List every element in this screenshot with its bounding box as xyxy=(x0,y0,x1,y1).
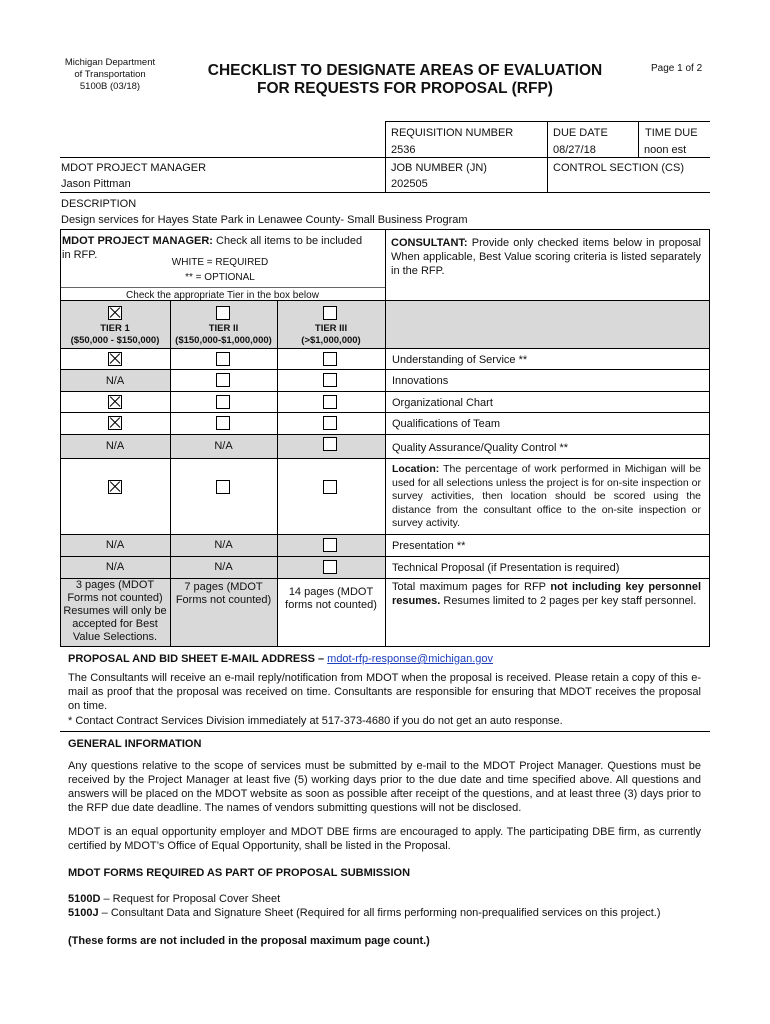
manager-value: Jason Pittman xyxy=(61,178,131,190)
item-location: Location: The percentage of work performed in Michigan will be used for all selections unless the project is for on-site inspection or survey activities, then location should be scored using the distance from the consultant office to the on-site inspection or survey activity. xyxy=(392,463,701,529)
org-chart-tier2-checkbox[interactable] xyxy=(216,395,230,409)
innovations-tier3-checkbox[interactable] xyxy=(323,373,337,387)
consultant-instructions: CONSULTANT: Provide only checked items below in proposal When applicable, Best Value scoring criteria is listed separately in the RFP. xyxy=(391,237,701,277)
page-title: CHECKLIST TO DESIGNATE AREAS OF EVALUATION FOR REQUESTS FOR PROPOSAL (RFP) xyxy=(207,62,603,97)
due-date-value: 08/27/18 xyxy=(553,144,596,156)
item-org-chart: Organizational Chart xyxy=(392,397,493,409)
description-value: Design services for Hayes State Park in Lenawee County- Small Business Program xyxy=(61,214,468,226)
manager-label: MDOT PROJECT MANAGER xyxy=(61,162,207,174)
tier1-page-limit: 3 pages (MDOT Forms not counted) Resumes will only be accepted for Best Value Selections. xyxy=(63,579,167,643)
general-heading: GENERAL INFORMATION xyxy=(68,738,202,750)
due-date-label: DUE DATE xyxy=(553,127,608,139)
item-understanding: Understanding of Service ** xyxy=(392,354,528,366)
qualifications-tier1-checkbox[interactable] xyxy=(108,416,122,430)
control-section-label: CONTROL SECTION (CS) xyxy=(553,162,684,174)
item-innovations: Innovations xyxy=(392,375,449,387)
quality-tier2-na: N/A xyxy=(214,440,233,452)
job-number-label: JOB NUMBER (JN) xyxy=(391,162,487,174)
form-number: 5100B (03/18) xyxy=(79,81,141,92)
requisition-label: REQUISITION NUMBER xyxy=(391,127,514,139)
item-quality: Quality Assurance/Quality Control ** xyxy=(392,442,569,454)
tier-2-checkbox[interactable] xyxy=(216,306,230,320)
agency-name: Michigan Department of Transportation 5100B (03/18) xyxy=(50,57,170,93)
general-para-2: MDOT is an equal opportunity employer and MDOT DBE firms are encouraged to apply. The participating DBE firm, as currently certified by MDOT’s Office of Equal Opportunity, shall be listed in the Proposal. xyxy=(68,826,701,852)
general-para-1: Any questions relative to the scope of services must be submitted by e-mail to the MDOT Project Manager. Questions must be received by the Project Manager at least five (5) working days prior to the due date and time specified above. All questions and answers will be placed on the MDOT website as soon as possible after receipt of the questions, and at least three (3) days prior to the RFP due date deadline. The names of vendors submitting questions will not be disclosed. xyxy=(68,760,701,814)
item-page-limit: Total maximum pages for RFP not including key personnel resumes. Resumes limited to 2 pages per key staff personnel. xyxy=(392,581,701,607)
location-tier1-checkbox[interactable] xyxy=(108,480,122,494)
item-technical: Technical Proposal (if Presentation is required) xyxy=(392,562,620,574)
time-due-label: TIME DUE xyxy=(645,127,698,139)
understanding-tier3-checkbox[interactable] xyxy=(323,352,337,366)
quality-tier3-checkbox[interactable] xyxy=(323,437,337,451)
time-due-value: noon est xyxy=(644,144,687,156)
item-qualifications: Qualifications of Team xyxy=(392,418,501,430)
email-notification-text: The Consultants will receive an e-mail reply/notification from MDOT when the proposal is received. Please retain a copy of this e-mail as proof that the proposal was received on time. Consultants are responsible for ensuring that MDOT receives the proposal on time. xyxy=(68,672,701,712)
technical-tier2-na: N/A xyxy=(214,561,233,573)
presentation-tier3-checkbox[interactable] xyxy=(323,538,337,552)
description-label: DESCRIPTION xyxy=(61,198,137,210)
forms-heading: MDOT FORMS REQUIRED AS PART OF PROPOSAL SUBMISSION xyxy=(68,867,411,879)
tier-2-label: TIER II ($150,000-$1,000,000) xyxy=(175,323,272,346)
location-tier3-checkbox[interactable] xyxy=(323,480,337,494)
email-heading: PROPOSAL AND BID SHEET E-MAIL ADDRESS – mdot-rfp-response@michigan.gov xyxy=(68,653,494,665)
qualifications-tier3-checkbox[interactable] xyxy=(323,416,337,430)
manager-instructions: MDOT PROJECT MANAGER: Check all items to be included in RFP. xyxy=(62,235,363,261)
job-number-value: 202505 xyxy=(391,178,428,190)
quality-tier1-na: N/A xyxy=(105,440,125,452)
understanding-tier2-checkbox[interactable] xyxy=(216,352,230,366)
presentation-tier1-na: N/A xyxy=(105,539,125,551)
tier-1-label: TIER 1 ($50,000 - $150,000) xyxy=(70,323,160,346)
form-5100j: 5100J – Consultant Data and Signature Sheet (Required for all firms performing non-prequalified services on this project.) xyxy=(68,907,661,919)
forms-note: (These forms are not included in the proposal maximum page count.) xyxy=(68,935,430,947)
contact-note: * Contact Contract Services Division immediately at 517-373-4680 if you do not get an auto response. xyxy=(68,715,563,727)
technical-tier1-na: N/A xyxy=(105,561,125,573)
page-number: Page 1 of 2 xyxy=(651,63,703,74)
email-link[interactable]: mdot-rfp-response@michigan.gov xyxy=(327,653,494,665)
qualifications-tier2-checkbox[interactable] xyxy=(216,416,230,430)
tier-3-checkbox[interactable] xyxy=(323,306,337,320)
location-tier2-checkbox[interactable] xyxy=(216,480,230,494)
presentation-tier2-na: N/A xyxy=(214,539,233,551)
tier-3-label: TIER III (>$1,000,000) xyxy=(301,323,361,346)
form-5100d: 5100D – Request for Proposal Cover Sheet xyxy=(68,893,281,905)
tier3-page-limit: 14 pages (MDOT forms not counted) xyxy=(285,586,377,611)
understanding-tier1-checkbox[interactable] xyxy=(108,352,122,366)
org-chart-tier3-checkbox[interactable] xyxy=(323,395,337,409)
legend: WHITE = REQUIRED ** = OPTIONAL xyxy=(171,257,269,283)
innovations-tier2-checkbox[interactable] xyxy=(216,373,230,387)
org-chart-tier1-checkbox[interactable] xyxy=(108,395,122,409)
tier-prompt: Check the appropriate Tier in the box below xyxy=(126,290,319,301)
innovations-tier1-na: N/A xyxy=(105,375,125,387)
tier-1-checkbox[interactable] xyxy=(108,306,122,320)
item-presentation: Presentation ** xyxy=(392,540,466,552)
requisition-value: 2536 xyxy=(391,144,416,156)
technical-tier3-checkbox[interactable] xyxy=(323,560,337,574)
tier2-page-limit: 7 pages (MDOT Forms not counted) xyxy=(175,581,272,606)
